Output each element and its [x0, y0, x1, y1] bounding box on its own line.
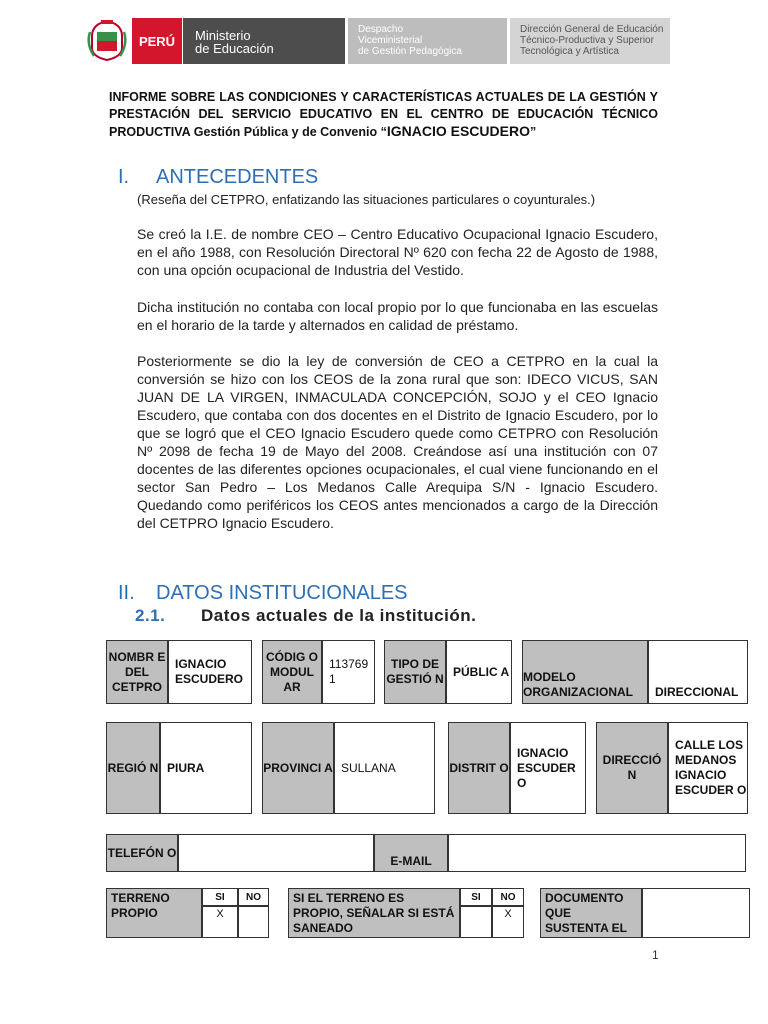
- section-2-heading: [118, 582, 408, 605]
- terreno-si-mark[interactable]: X: [202, 906, 238, 938]
- terreno-si-header: SI: [202, 888, 238, 906]
- section-2-title: DATOS INSTITUCIONALES: [156, 582, 408, 604]
- codigo-label: CÓDIG O MODUL AR: [262, 640, 322, 704]
- nombre-label: NOMBR E DEL CETPRO: [106, 640, 168, 704]
- subsection-2-1-heading: [135, 606, 476, 626]
- direccion-line-1: Dirección General de Educación: [520, 24, 664, 35]
- saneado-no-mark[interactable]: X: [492, 906, 524, 938]
- saneado-si-header: SI: [460, 888, 492, 906]
- page-number: 1: [652, 948, 659, 962]
- codigo-value: 113769 1: [322, 640, 375, 704]
- peru-label: PERÚ: [138, 33, 176, 49]
- provincia-value: SULLANA: [334, 722, 435, 814]
- nombre-value: IGNACIO ESCUDERO: [168, 640, 252, 704]
- direccion-general-block: [510, 18, 670, 64]
- title-close-quote: ”: [529, 125, 537, 139]
- ministerio-block: [183, 18, 345, 64]
- direccion-line-3: Tecnológica y Artística: [520, 46, 619, 57]
- despacho-line-3: de Gestión Pedagógica: [358, 46, 462, 57]
- title-main: INFORME SOBRE LAS CONDICIONES Y CARACTERÍSTICAS ACTUALES DE LA GESTIÓN Y PRESTACIÓN DEL SERVICIO EDUCATIVO EN EL CENTRO DE EDUCACIÓN TÉCNICO PRODUCTIVA Gestión Pública y de Convenio “: [109, 90, 658, 139]
- title-institution-name: IGNACIO ESCUDERO: [386, 123, 530, 139]
- section-1-note: (Reseña del CETPRO, enfatizando las situaciones particulares o coyunturales.): [137, 192, 596, 207]
- modelo-organizacional-value: DIRECCIONAL: [648, 640, 748, 704]
- direccion-line-2: Técnico-Productiva y Superior: [520, 35, 654, 46]
- peru-brand-block: [132, 18, 182, 64]
- direccion-value: CALLE LOS MEDANOS IGNACIO ESCUDER O: [668, 722, 748, 814]
- telefono-value[interactable]: [178, 834, 374, 872]
- ministerio-line-1: Ministerio: [195, 28, 251, 43]
- distrito-value: IGNACIO ESCUDER O: [510, 722, 586, 814]
- section-1-paragraph-1: Se creó la I.E. de nombre CEO – Centro Educativo Ocupacional Ignacio Escudero, en el año 1988, con Resolución Directoral Nº 620 con fecha 22 de Agosto de 1988, con una opción ocupacional de Industria del Vestido.: [137, 226, 658, 278]
- modelo-organizacional-label: MODELO ORGANIZACIONAL: [522, 640, 648, 704]
- despacho-line-2: Viceministerial: [358, 35, 423, 46]
- saneado-label: SI EL TERRENO ES PROPIO, SEÑALAR SI ESTÁ SANEADO: [288, 888, 460, 938]
- document-title: [109, 89, 658, 141]
- documento-label: DOCUMENTO QUE SUSTENTA EL: [540, 888, 642, 938]
- documento-value[interactable]: [642, 888, 750, 938]
- email-value[interactable]: [448, 834, 746, 872]
- email-label: E-MAIL: [374, 834, 448, 872]
- region-label: REGIÓ N: [106, 722, 160, 814]
- section-1-heading: [118, 166, 318, 189]
- direccion-label: DIRECCIÓ N: [596, 722, 668, 814]
- subsection-2-1-number: 2.1.: [135, 606, 166, 625]
- distrito-label: DISTRIT O: [448, 722, 510, 814]
- telefono-label: TELEFÓN O: [106, 834, 178, 872]
- tipo-gestion-value: PÚBLIC A: [446, 640, 512, 704]
- section-1-paragraph-3: Posteriormente se dio la ley de conversión de CEO a CETPRO en la cual la conversión se hizo con los CEOS de la zona rural que son: IDECO VICUS, SAN JUAN DE LA VIRGEN, INMACULADA CONCEPCIÓN, SOJO y el CEO Ignacio Escudero, que contaba con dos docentes en el Distrito de Ignacio Escudero, por lo que se logró que el CEO Ignacio Escudero quede como CETPRO con Resolución Nº 2098 de fecha 19 de Mayo del 2008. Creándose así una institución con 07 docentes de las diferentes opciones ocupacionales, el cual viene funcionando en el sector San Pedro – Los Medanos Calle Arequipa S/N - Ignacio Escudero. Quedando como periféricos los CEOS antes mencionados a cargo de la Dirección del CETPRO Ignacio Escudero.: [137, 353, 658, 531]
- saneado-no-header: NO: [492, 888, 524, 906]
- terreno-no-mark[interactable]: [238, 906, 269, 938]
- peru-coat-of-arms-logo: [84, 18, 130, 64]
- section-1-title: ANTECEDENTES: [156, 166, 319, 188]
- region-value: PIURA: [160, 722, 252, 814]
- terreno-propio-label: TERRENO PROPIO: [106, 888, 202, 938]
- provincia-label: PROVINCI A: [262, 722, 334, 814]
- section-1-number: I.: [118, 166, 130, 188]
- terreno-no-header: NO: [238, 888, 269, 906]
- despacho-block: [348, 18, 507, 64]
- tipo-gestion-label: TIPO DE GESTIÓ N: [384, 640, 446, 704]
- saneado-si-mark[interactable]: [460, 906, 492, 938]
- ministerio-line-2: de Educación: [195, 41, 274, 56]
- section-2-number: II.: [118, 582, 135, 604]
- despacho-line-1: Despacho: [358, 24, 404, 35]
- subsection-2-1-title: Datos actuales de la institución.: [201, 606, 477, 625]
- section-1-paragraph-2: Dicha institución no contaba con local propio por lo que funcionaba en las escuelas en el horario de la tarde y alternados en calidad de préstamo.: [137, 299, 658, 333]
